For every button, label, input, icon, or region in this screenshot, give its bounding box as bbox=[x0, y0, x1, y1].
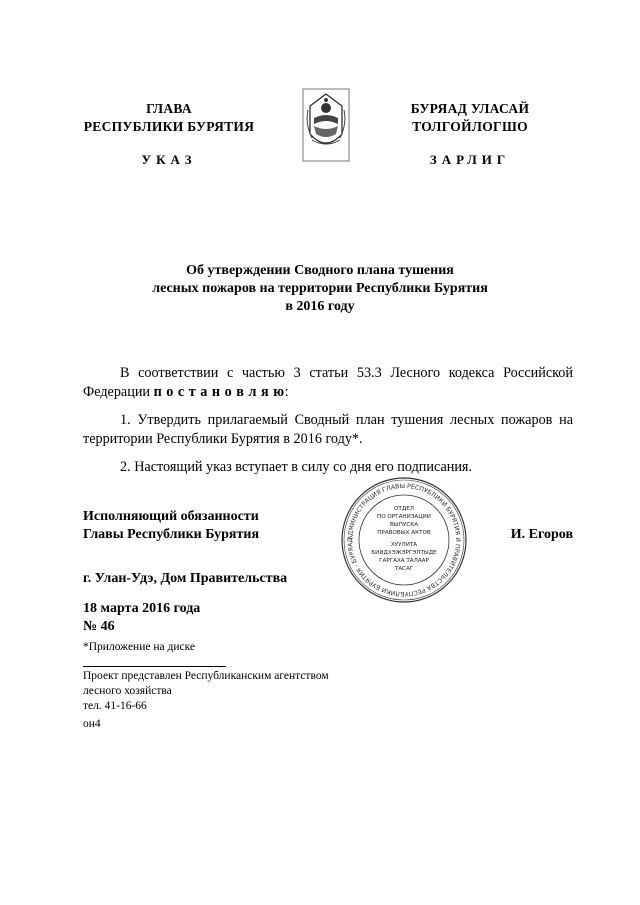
header-left bbox=[60, 100, 278, 136]
position-line-2: Главы Республики Бурятия bbox=[83, 527, 260, 542]
document-code: он4 bbox=[83, 718, 101, 730]
doc-type-right: ЗАРЛИГ bbox=[429, 152, 511, 167]
stamp-line-5: ХУУЛИТА bbox=[390, 542, 418, 548]
stamp-line-6: БИИДХЭЖЭРГЭЛТЫДЕ bbox=[371, 550, 437, 556]
item-1-paragraph: 1. Утвердить прилагаемый Сводный план тушения лесных пожаров на территории Республики Бурятия в 2016 году*. bbox=[83, 412, 573, 447]
title-line-2: лесных пожаров на территории Республики Бурятия bbox=[152, 281, 488, 296]
stamp-line-8: ТАСАГ bbox=[394, 566, 414, 572]
signatory-name: И. Егоров bbox=[510, 527, 573, 542]
header-right bbox=[370, 100, 570, 136]
position-line-1: Исполняющий обязанности bbox=[83, 509, 259, 524]
attachment-note: *Приложение на диске bbox=[83, 641, 195, 653]
draft-line-1: Проект представлен Республиканским агентством bbox=[83, 670, 329, 682]
decree-colon: : bbox=[284, 384, 289, 400]
stamp-ring-text: АДМИНИСТРАЦИЯ ГЛАВЫ РЕСПУБЛИКИ БУРЯТИЯ И ПРАВИТЕЛЬСТВА РЕСПУБЛИКИ БУРЯТИЯ · БУРЯАД bbox=[346, 482, 462, 598]
coat-of-arms-emblem bbox=[302, 88, 350, 162]
place-of-signing: г. Улан-Удэ, Дом Правительства bbox=[83, 571, 288, 586]
header-left-title: ГЛАВА bbox=[146, 101, 192, 116]
footnote-divider bbox=[83, 666, 226, 667]
document-title bbox=[0, 262, 640, 316]
preamble-text: В соответствии с частью 3 статьи 53.3 Лесного кодекса Российской Федерации bbox=[83, 365, 573, 400]
stamp-line-1: ОТДЕЛ bbox=[394, 506, 414, 512]
draft-info bbox=[83, 669, 403, 732]
signatory-position bbox=[83, 508, 323, 544]
official-stamp bbox=[340, 476, 468, 604]
title-line-3: в 2016 году bbox=[285, 299, 355, 314]
preamble-paragraph bbox=[83, 364, 573, 402]
stamp-line-2: ПО ОРГАНИЗАЦИИ bbox=[377, 514, 431, 520]
draft-line-2: лесного хозяйства bbox=[83, 685, 172, 697]
header-right-title: БУРЯАД УЛАСАЙ bbox=[410, 101, 530, 116]
phone-number: тел. 41-16-66 bbox=[83, 700, 147, 712]
stamp-line-7: ГАРГАХА ТАЛААР bbox=[379, 558, 429, 564]
stamp-line-3: ВЫПУСКА bbox=[389, 522, 419, 528]
decree-number: № 46 bbox=[83, 619, 115, 634]
stamp-line-4: ПРАВОВЫХ АКТОВ bbox=[377, 530, 431, 536]
title-line-1: Об утверждении Сводного плана тушения bbox=[186, 263, 454, 278]
decree-word: п о с т а н о в л я ю bbox=[153, 384, 285, 400]
doc-type-left: УКАЗ bbox=[141, 152, 197, 167]
header-left-subtitle: РЕСПУБЛИКИ БУРЯТИЯ bbox=[83, 119, 255, 134]
signing-date: 18 марта 2016 года bbox=[83, 601, 201, 616]
item-2-paragraph: 2. Настоящий указ вступает в силу со дня его подписания. bbox=[120, 459, 473, 475]
header-right-subtitle: ТОЛГОЙЛОГШО bbox=[412, 119, 528, 134]
